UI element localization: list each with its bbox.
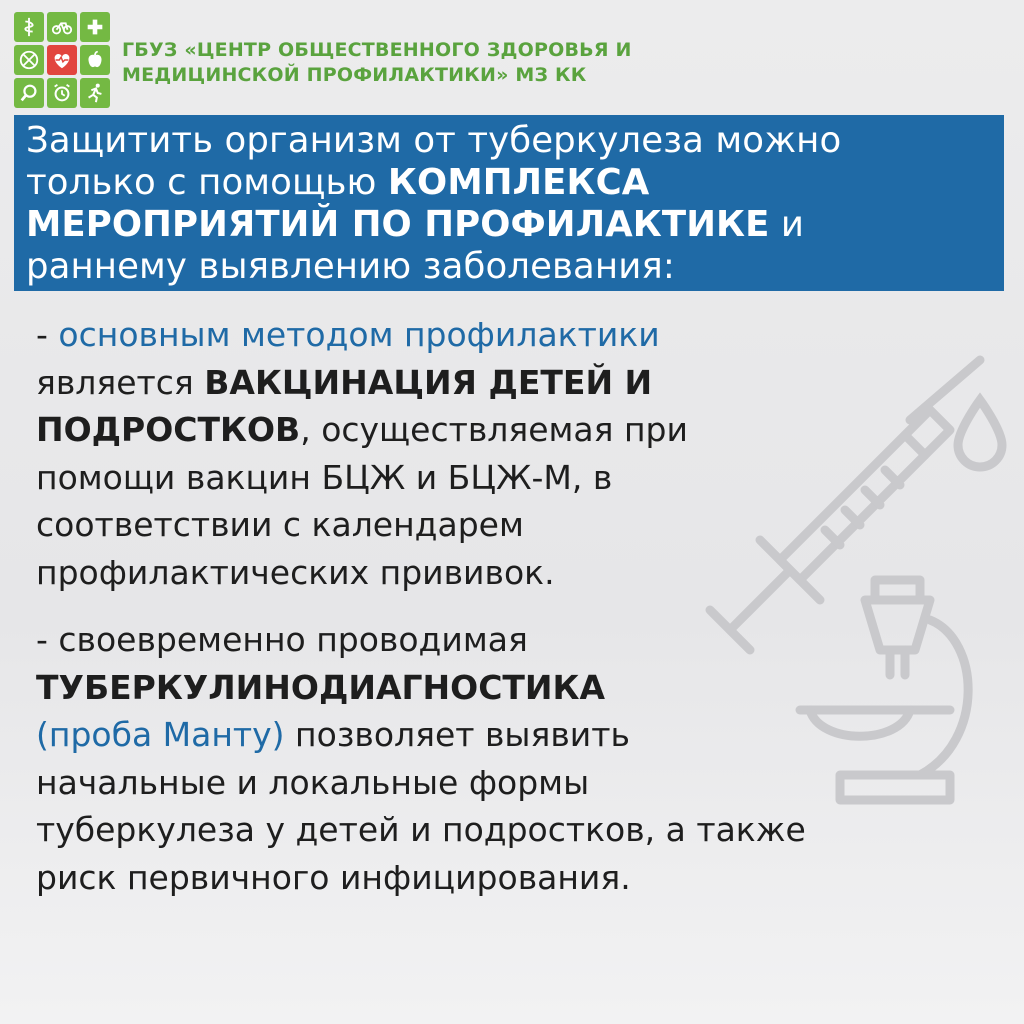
accent-text: основным методом профилактики [58,315,660,354]
headline-line-2 [26,162,996,204]
headline-bold-2: МЕРОПРИЯТИЙ ПО ПРОФИЛАКТИКЕ [26,204,770,245]
text-span: туберкулеза у детей и подростков, а также [36,810,806,849]
headline-text [26,120,996,288]
bold-text: ВАКЦИНАЦИЯ ДЕТЕЙ И [204,362,653,402]
headline-line-3 [26,204,996,246]
dash: - [36,315,59,354]
alarm-clock-icon [47,78,77,108]
running-man-icon [80,78,110,108]
paragraph-diagnostics [36,616,966,901]
headline-line-1 [26,120,996,162]
text-span: помощи вакцин БЦЖ и БЦЖ-М, в [36,457,613,497]
no-smoking-icon [14,45,44,75]
headline-text-1: Защитить организм от туберкулеза можно [26,120,842,161]
magnifier-icon [14,78,44,108]
headline-text-4: раннему выявлению заболевания: [26,246,675,287]
text-span: профилактических прививок. [36,552,555,592]
apple-icon [80,45,110,75]
headline-text-2: только с помощью [26,162,388,203]
headline-bold-1: КОМПЛЕКСА [387,162,650,203]
text-span: соответствии с календарем [36,505,524,544]
caduceus-icon [14,12,44,42]
organization-name [122,38,742,88]
headline-line-4 [26,246,996,288]
text-span: , осуществляемая при [300,410,688,449]
body-text [36,311,966,901]
accent-text: (проба Манту) [36,715,285,754]
bold-text: ПОДРОСТКОВ [36,410,301,449]
text-span: является [36,362,205,402]
bold-text: ТУБЕРКУЛИНОДИАГНОСТИКА [36,667,606,707]
org-line-1: ГБУЗ «ЦЕНТР ОБЩЕСТВЕННОГО ЗДОРОВЬЯ И [122,39,632,61]
paragraph-vaccination [36,311,966,596]
bicycle-icon [47,12,77,42]
heart-pulse-icon [47,45,77,75]
text-span: - своевременно проводимая [36,620,528,659]
org-line-2: МЕДИЦИНСКОЙ ПРОФИЛАКТИКИ» МЗ КК [122,64,587,86]
headline-text-3: и [769,204,805,245]
plus-icon [80,12,110,42]
logo [14,12,110,108]
text-span: начальные и локальные формы [36,762,590,802]
text-span: риск первичного инфицирования. [36,857,631,897]
text-span: позволяет выявить [284,715,630,754]
